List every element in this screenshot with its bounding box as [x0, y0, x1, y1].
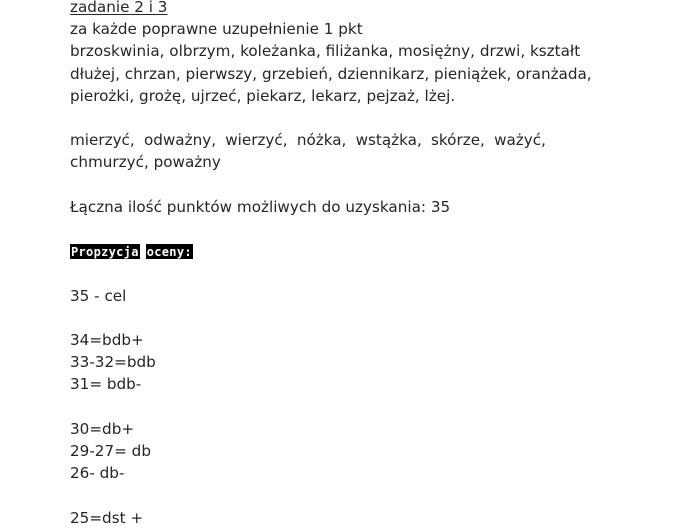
- blank-line: [70, 484, 546, 506]
- blank-line: [70, 396, 546, 418]
- grade-bdb-plus: 34=bdb+: [70, 330, 144, 349]
- scoring-rule: za każde poprawne uzupełnienie 1 pkt: [70, 20, 363, 39]
- answer-line-5: chmurzyć, poważny: [70, 153, 221, 172]
- answer-line-3: pierożki, grożę, ujrzeć, piekarz, lekarz, pejzaż, lżej.: [70, 86, 456, 105]
- answer-word: ważyć,: [494, 131, 546, 150]
- grading-heading-word-1: Propzycja: [71, 244, 139, 259]
- answer-line-1: brzoskwinia, olbrzym, koleżanka, filiżanka, mosiężny, drzwi, kształt: [70, 42, 581, 61]
- document-page: [70, 0, 592, 529]
- grading-heading: [70, 240, 546, 262]
- answer-word: wierzyć,: [225, 131, 288, 150]
- grade-dst-plus: 25=dst +: [70, 508, 144, 527]
- grade-cel: 35 - cel: [70, 286, 127, 305]
- blank-line: [70, 107, 546, 129]
- blank-line: [70, 262, 546, 284]
- grading-heading-word-2: oceny:: [146, 244, 192, 259]
- answer-line-4: [70, 129, 546, 151]
- blank-line: [70, 307, 546, 329]
- answer-word: mierzyć,: [70, 131, 135, 150]
- answer-word: skórze,: [431, 131, 485, 150]
- answer-word: nóżka,: [296, 131, 347, 150]
- blank-line: [70, 218, 546, 240]
- blank-line: [70, 174, 546, 196]
- total-points: Łączna ilość punktów możliwych do uzyskania: 35: [70, 197, 451, 216]
- grade-bdb: 33-32=bdb: [70, 353, 156, 372]
- answer-line-2: dłużej, chrzan, pierwszy, grzebień, dziennikarz, pieniążek, oranżada,: [70, 64, 592, 83]
- task-heading: zadanie 2 i 3: [70, 0, 168, 16]
- grade-db: 29-27= db: [70, 441, 151, 460]
- answer-word: wstążka,: [355, 131, 422, 150]
- grade-db-minus: 26- db-: [70, 464, 125, 483]
- grade-db-plus: 30=db+: [70, 419, 135, 438]
- grade-bdb-minus: 31= bdb-: [70, 375, 142, 394]
- answer-word: odważny,: [143, 131, 217, 150]
